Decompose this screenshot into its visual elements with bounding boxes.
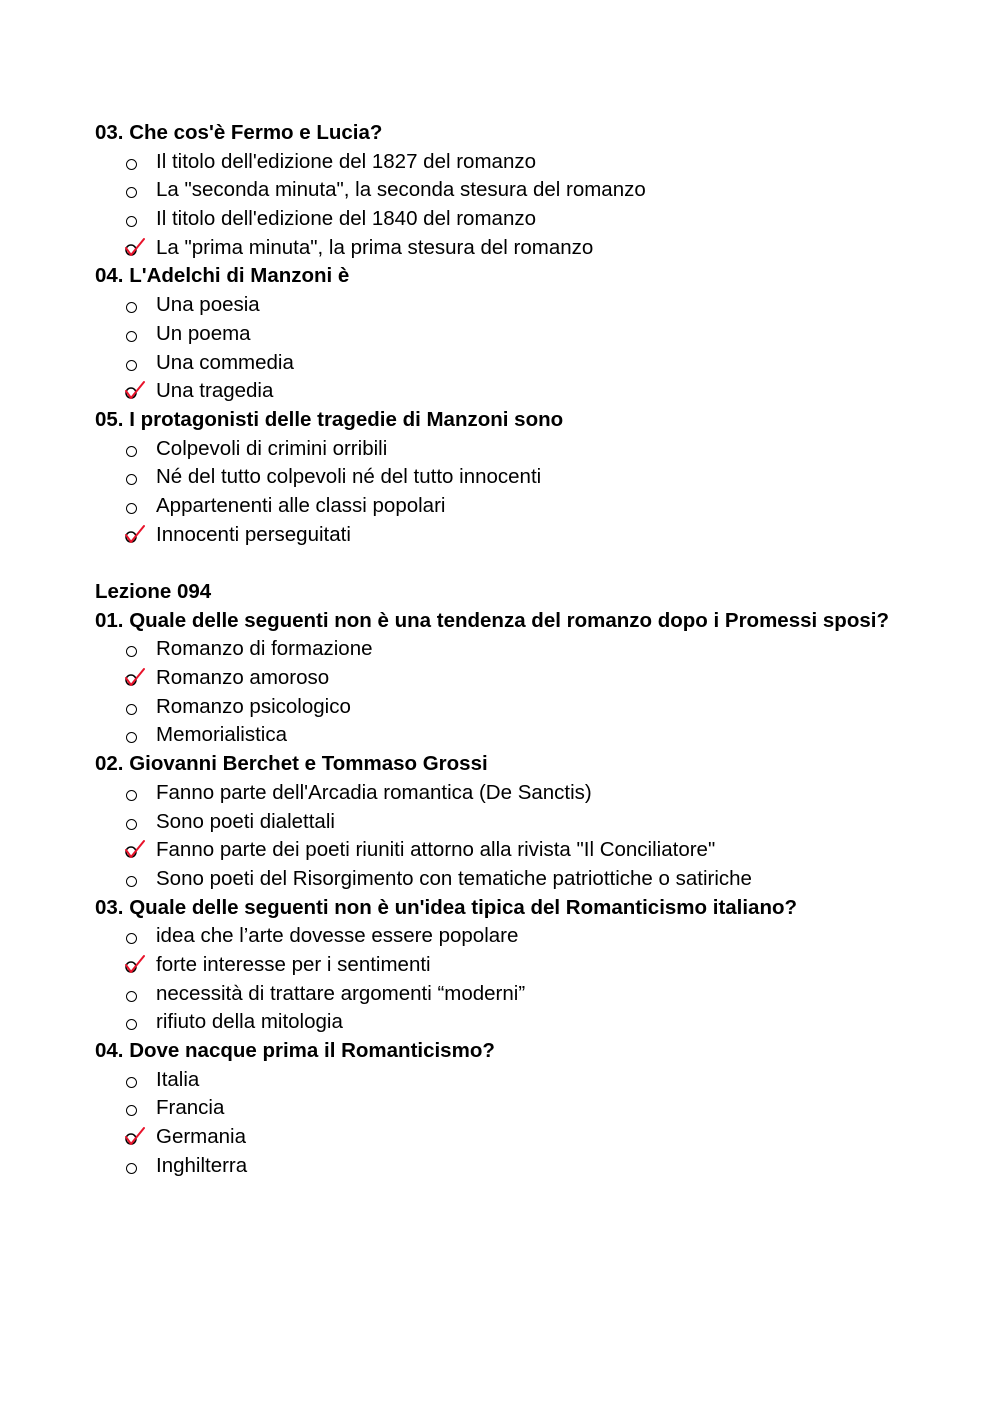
answer-option [95,1152,1000,1181]
circle-bullet-icon [125,349,139,378]
answer-text: Il titolo dell'edizione del 1827 del romanzo [156,149,536,173]
answer-text: Inghilterra [156,1153,248,1177]
answer-options [95,1066,1000,1181]
answer-text: Romanzo amoroso [156,666,330,690]
answer-text: Un poema [156,321,251,345]
circle-bullet-icon [125,1008,139,1037]
question-title: 05. I protagonisti delle tragedie di Manzoni sono [95,407,564,431]
answer-option [95,980,1000,1009]
answer-text: Appartenenti alle classi popolari [156,493,446,517]
question-block [95,406,1000,549]
answer-text: Fanno parte dei poeti riuniti attorno alla rivista "Il Conciliatore" [156,838,716,862]
answer-text: Italia [156,1067,200,1091]
answer-option-correct [95,836,1000,865]
checkmark-icon [125,380,147,402]
question-block [95,1037,1000,1180]
question-title: 02. Giovanni Berchet e Tommaso Grossi [95,752,488,776]
answer-option [95,320,1000,349]
question-title: 04. L'Adelchi di Manzoni è [95,264,350,288]
answer-text: Fanno parte dell'Arcadia romantica (De Sanctis) [156,780,592,804]
circle-bullet-icon [125,463,139,492]
answer-option [95,721,1000,750]
answer-text: La "prima minuta", la prima stesura del romanzo [156,235,594,259]
answer-option [95,492,1000,521]
question-title: 01. Quale delle seguenti non è una tendenza del romanzo dopo i Promessi sposi? [95,608,889,632]
answer-text: necessità di trattare argomenti “moderni” [156,981,526,1005]
answer-option-correct [95,664,1000,693]
answer-option [95,808,1000,837]
answer-options [95,635,1000,750]
circle-bullet-icon [125,1152,139,1181]
answer-option [95,922,1000,951]
answer-option [95,463,1000,492]
answer-option [95,349,1000,378]
answer-option [95,779,1000,808]
answer-option [95,1094,1000,1123]
question-block [95,750,1000,893]
answer-text: Memorialistica [156,723,287,747]
lesson-section [95,119,1000,549]
answer-text: La "seconda minuta", la seconda stesura del romanzo [156,178,646,202]
circle-bullet-icon [125,922,139,951]
circle-bullet-icon [125,205,139,234]
answer-options [95,291,1000,406]
circle-bullet-icon [125,492,139,521]
answer-option-correct [95,521,1000,550]
answer-text: Né del tutto colpevoli né del tutto innocenti [156,465,542,489]
circle-bullet-icon [125,148,139,177]
answer-text: Il titolo dell'edizione del 1840 del romanzo [156,207,536,231]
answer-text: Una tragedia [156,379,274,403]
answer-text: Francia [156,1096,225,1120]
question-block [95,607,1000,750]
circle-bullet-icon [125,320,139,349]
answer-option-correct [95,377,1000,406]
answer-text: Germania [156,1125,247,1149]
answer-option [95,148,1000,177]
answer-text: Sono poeti dialettali [156,809,335,833]
circle-bullet-icon [125,635,139,664]
answer-text: idea che l’arte dovesse essere popolare [156,924,519,948]
answer-option [95,635,1000,664]
circle-bullet-icon [125,721,139,750]
question-title: 04. Dove nacque prima il Romanticismo? [95,1039,495,1062]
circle-bullet-icon [125,980,139,1009]
answer-options [95,435,1000,550]
answer-option [95,1008,1000,1037]
circle-bullet-icon [125,693,139,722]
answer-text: Una poesia [156,293,260,317]
answer-text: Romanzo di formazione [156,637,373,661]
answer-option-correct [95,951,1000,980]
checkmark-icon [125,839,147,861]
answer-option [95,205,1000,234]
answer-options [95,779,1000,894]
answer-option [95,176,1000,205]
circle-bullet-icon [125,291,139,320]
answer-text: Colpevoli di crimini orribili [156,436,388,460]
answer-options [95,922,1000,1037]
answer-option [95,291,1000,320]
circle-bullet-icon [125,1094,139,1123]
answer-text: forte interesse per i sentimenti [156,952,431,976]
answer-option-correct [95,234,1000,263]
answer-option [95,693,1000,722]
answer-option-correct [95,1123,1000,1152]
circle-bullet-icon [125,808,139,837]
answer-text: Romanzo psicologico [156,694,351,718]
answer-option [95,1066,1000,1095]
answer-text: Sono poeti del Risorgimento con tematiche patriottiche o satiriche [156,866,752,890]
checkmark-icon [125,954,147,976]
question-block [95,262,1000,405]
answer-option [95,865,1000,894]
checkmark-icon [125,667,147,689]
circle-bullet-icon [125,1066,139,1095]
circle-bullet-icon [125,865,139,894]
question-block [95,119,1000,262]
circle-bullet-icon [125,176,139,205]
question-title: 03. Che cos'è Fermo e Lucia? [95,121,383,144]
checkmark-icon [125,237,147,259]
lesson-section [95,578,1000,1180]
lesson-heading: Lezione 094 [95,580,212,603]
question-block [95,894,1000,1037]
answer-option [95,435,1000,464]
answer-text: rifiuto della mitologia [156,1010,343,1034]
circle-bullet-icon [125,435,139,464]
answer-options [95,148,1000,263]
checkmark-icon [125,524,147,546]
checkmark-icon [125,1126,147,1148]
question-title: 03. Quale delle seguenti non è un'idea tipica del Romanticismo italiano? [95,895,798,919]
answer-text: Innocenti perseguitati [156,522,351,546]
answer-text: Una commedia [156,350,294,374]
circle-bullet-icon [125,779,139,808]
